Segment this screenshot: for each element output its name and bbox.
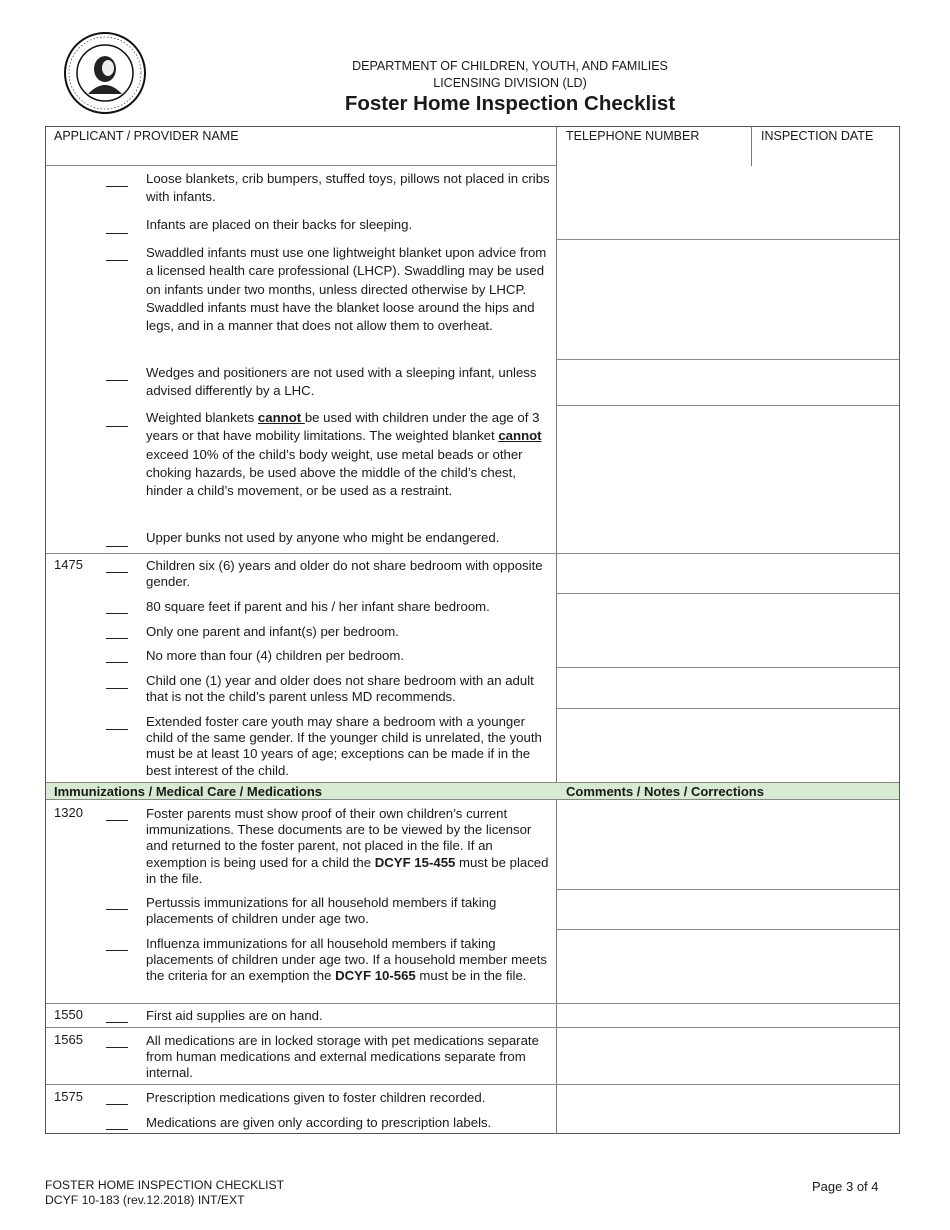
wac-number: 1575: [54, 1089, 83, 1104]
comments-column-title: Comments / Notes / Corrections: [566, 784, 764, 799]
division-name: LICENSING DIVISION (LD): [433, 76, 587, 90]
footer-form-number: DCYF 10-183 (rev.12.2018) INT/EXT: [45, 1193, 245, 1207]
check-blank[interactable]: [106, 662, 128, 663]
row-divider: [557, 889, 899, 890]
row-divider: [557, 405, 899, 406]
check-blank[interactable]: [106, 638, 128, 639]
check-blank[interactable]: [106, 1047, 128, 1048]
wac-number: 1550: [54, 1007, 83, 1022]
telephone-number-field[interactable]: TELEPHONE NUMBER: [566, 129, 700, 143]
row-divider: [557, 708, 899, 709]
checklist-item: Upper bunks not used by anyone who might be endangered.: [146, 530, 500, 545]
section-title: Immunizations / Medical Care / Medications: [54, 784, 323, 799]
checklist-item: Extended foster care youth may share a bedroom with a younger child of the same gender. If the younger child is unrelated, the youth must be at least 10 years of age; exceptions can be made if in the best interest of the child.: [146, 714, 542, 778]
check-blank[interactable]: [106, 613, 128, 614]
checklist-item: Medications are given only according to prescription labels.: [146, 1115, 492, 1130]
check-blank[interactable]: [106, 820, 128, 821]
row-divider: [557, 667, 899, 668]
check-blank[interactable]: [106, 909, 128, 910]
row-divider: [557, 239, 899, 240]
applicant-provider-name-field[interactable]: APPLICANT / PROVIDER NAME: [54, 129, 239, 143]
check-blank[interactable]: [106, 688, 128, 689]
checklist-item: Foster parents must show proof of their own children’s current immunizations. These documents are to be viewed by the licensor and returned to the foster parent, not placed in the file. If an exemption is being used for a child the DCYF 15-455 must be placed in the file.: [146, 806, 549, 886]
checklist-item: First aid supplies are on hand.: [146, 1008, 323, 1023]
page-number: Page 3 of 4: [812, 1179, 879, 1194]
checklist-item-weighted-blankets: Weighted blankets cannot be used with children under the age of 3 years or that have mobility limitations. The weighted blanket cannot exceed 10% of the child’s body weight, use metal beads or other choking hazards, be used above the middle of the child’s chest, hinder a child’s movement, or be used as a restraint.: [146, 410, 542, 499]
checklist-item: All medications are in locked storage with pet medications separate from human medications and external medications separate from internal.: [146, 1033, 539, 1081]
checklist-item: Child one (1) year and older does not share bedroom with an adult that is not the child’s parent unless MD recommends.: [146, 673, 534, 705]
check-blank[interactable]: [106, 1104, 128, 1105]
wac-number: 1320: [54, 805, 83, 820]
check-blank[interactable]: [106, 260, 128, 261]
check-blank[interactable]: [106, 1129, 128, 1130]
checklist-item: 80 square feet if parent and his / her infant share bedroom.: [146, 599, 490, 614]
checklist-item: Prescription medications given to foster children recorded.: [146, 1090, 486, 1105]
check-blank[interactable]: [106, 950, 128, 951]
row-divider: [557, 359, 899, 360]
row-divider: [46, 1084, 899, 1085]
check-blank[interactable]: [106, 546, 128, 547]
wac-number: 1475: [54, 557, 83, 572]
inspection-date-field[interactable]: INSPECTION DATE: [761, 129, 874, 143]
state-seal-logo: [64, 32, 146, 114]
check-blank[interactable]: [106, 426, 128, 427]
check-blank[interactable]: [106, 380, 128, 381]
wac-number: 1565: [54, 1032, 83, 1047]
row-divider: [46, 1027, 899, 1028]
checklist-item: Pertussis immunizations for all household members if taking placements of children under age two.: [146, 895, 497, 927]
check-blank[interactable]: [106, 233, 128, 234]
row-divider: [46, 165, 556, 166]
row-divider: [557, 929, 899, 930]
check-blank[interactable]: [106, 572, 128, 573]
column-divider: [556, 126, 557, 1134]
row-divider: [46, 553, 899, 554]
check-blank[interactable]: [106, 729, 128, 730]
checklist-item: Children six (6) years and older do not share bedroom with opposite gender.: [146, 558, 543, 590]
checklist-item: Wedges and positioners are not used with a sleeping infant, unless advised differently by a LHC.: [146, 365, 537, 399]
page-title: Foster Home Inspection Checklist: [344, 92, 676, 115]
footer-form-name: FOSTER HOME INSPECTION CHECKLIST: [45, 1178, 285, 1192]
checklist-item: Swaddled infants must use one lightweight blanket upon advice from a licensed health care professional (LHCP). Swaddling may be used on infants under two months, unless directed otherwise by LHCP. Swaddled infants must have the blanket loose around the hips and legs, and in a manner that does not allow them to overheat.: [146, 245, 547, 334]
row-divider: [46, 1003, 899, 1004]
checklist-item: No more than four (4) children per bedroom.: [146, 648, 405, 663]
checklist-item: Loose blankets, crib bumpers, stuffed toys, pillows not placed in cribs with infants.: [146, 171, 550, 205]
check-blank[interactable]: [106, 186, 128, 187]
checklist-item: Infants are placed on their backs for sleeping.: [146, 217, 413, 232]
column-divider: [751, 126, 752, 166]
department-name: DEPARTMENT OF CHILDREN, YOUTH, AND FAMILIES: [352, 59, 668, 73]
checklist-item: Influenza immunizations for all household members if taking placements of children under age two. If a household member meets the criteria for an exemption the DCYF 10-565 must be in the file.: [146, 936, 547, 984]
checklist-item: Only one parent and infant(s) per bedroom.: [146, 624, 399, 639]
check-blank[interactable]: [106, 1022, 128, 1023]
row-divider: [557, 593, 899, 594]
